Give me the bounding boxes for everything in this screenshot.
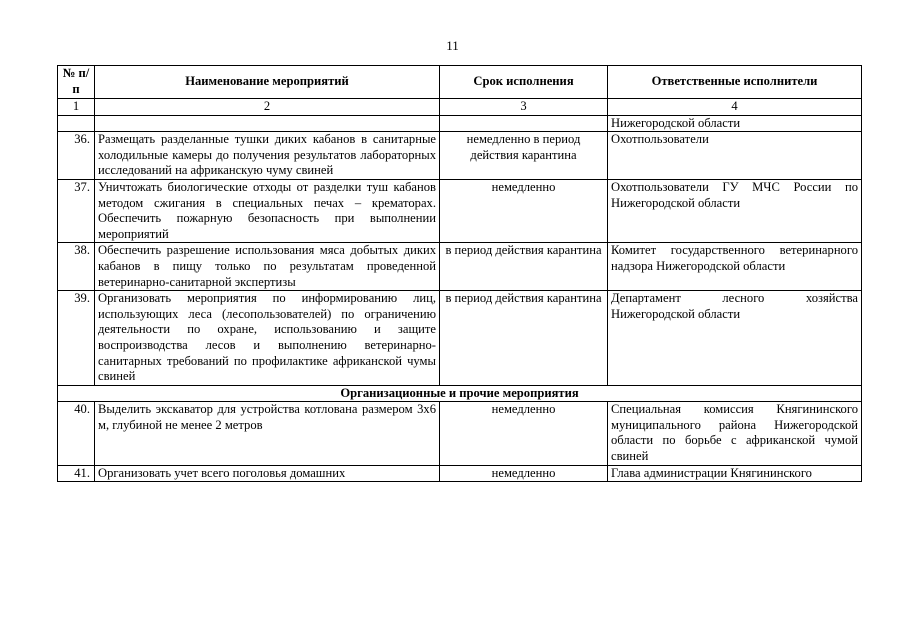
cont-num xyxy=(58,115,95,132)
header-name: Наименование мероприятий xyxy=(95,66,440,99)
header-num: № п/п xyxy=(58,66,95,99)
cont-term xyxy=(440,115,608,132)
table-row xyxy=(58,465,862,482)
col-number-1: 1 xyxy=(58,99,95,116)
row-num: 40. xyxy=(58,402,95,465)
row-term: немедленно xyxy=(440,465,608,482)
row-resp: Глава администрации Княгининского xyxy=(608,465,862,482)
row-term: немедленно xyxy=(440,179,608,242)
col-number-2: 2 xyxy=(95,99,440,116)
row-resp: Охотпользователи ГУ МЧС России по Нижегородской области xyxy=(608,179,862,242)
header-resp: Ответственные исполнители xyxy=(608,66,862,99)
row-resp: Охотпользователи xyxy=(608,132,862,180)
section-title: Организационные и прочие мероприятия xyxy=(58,385,862,402)
row-num: 37. xyxy=(58,179,95,242)
row-resp: Комитет государственного ветеринарного надзора Нижегородской области xyxy=(608,243,862,291)
row-name: Организовать мероприятия по информированию лиц, использующих леса (лесопользователей) по ограничению деятельности по охране, использованию и защите воспроизводства лесов и выполнению ветеринарно-санитарных требований по профилактике африканской чумы свиней xyxy=(95,291,440,386)
col-number-3: 3 xyxy=(440,99,608,116)
row-name: Организовать учет всего поголовья домашних xyxy=(95,465,440,482)
row-name: Обеспечить разрешение использования мяса добытых диких кабанов в пищу только по результатам проведенной ветеринарно-санитарной экспертизы xyxy=(95,243,440,291)
column-number-row xyxy=(58,99,862,116)
row-name: Размещать разделанные тушки диких кабанов в санитарные холодильные камеры до получения результатов лабораторных исследований на африканскую чуму свиней xyxy=(95,132,440,180)
table-row xyxy=(58,291,862,386)
table-row xyxy=(58,132,862,180)
cont-resp: Нижегородской области xyxy=(608,115,862,132)
page-number: 11 xyxy=(446,38,459,53)
header-row xyxy=(58,66,862,99)
cont-name xyxy=(95,115,440,132)
row-name: Уничтожать биологические отходы от разделки туш кабанов методом сжигания в специальных печах – крематорах. Обеспечить пожарную безопасность при выполнении мероприятий xyxy=(95,179,440,242)
table-row xyxy=(58,179,862,242)
row-num: 36. xyxy=(58,132,95,180)
header-term: Срок исполнения xyxy=(440,66,608,99)
row-term: в период действия карантина xyxy=(440,243,608,291)
row-term: в период действия карантина xyxy=(440,291,608,386)
row-resp: Департамент лесного хозяйства Нижегородской области xyxy=(608,291,862,386)
row-resp: Специальная комиссия Княгининского муниципального района Нижегородской области по борьбе с африканской чумой свиней xyxy=(608,402,862,465)
measures-table xyxy=(57,65,862,482)
col-number-4: 4 xyxy=(608,99,862,116)
row-num: 38. xyxy=(58,243,95,291)
row-term: немедленно в период действия карантина xyxy=(440,132,608,180)
row-num: 41. xyxy=(58,465,95,482)
table-row xyxy=(58,402,862,465)
continuation-row xyxy=(58,115,862,132)
section-row xyxy=(58,385,862,402)
row-name: Выделить экскаватор для устройства котлована размером 3х6 м, глубиной не менее 2 метров xyxy=(95,402,440,465)
row-term: немедленно xyxy=(440,402,608,465)
table-row xyxy=(58,243,862,291)
row-num: 39. xyxy=(58,291,95,386)
